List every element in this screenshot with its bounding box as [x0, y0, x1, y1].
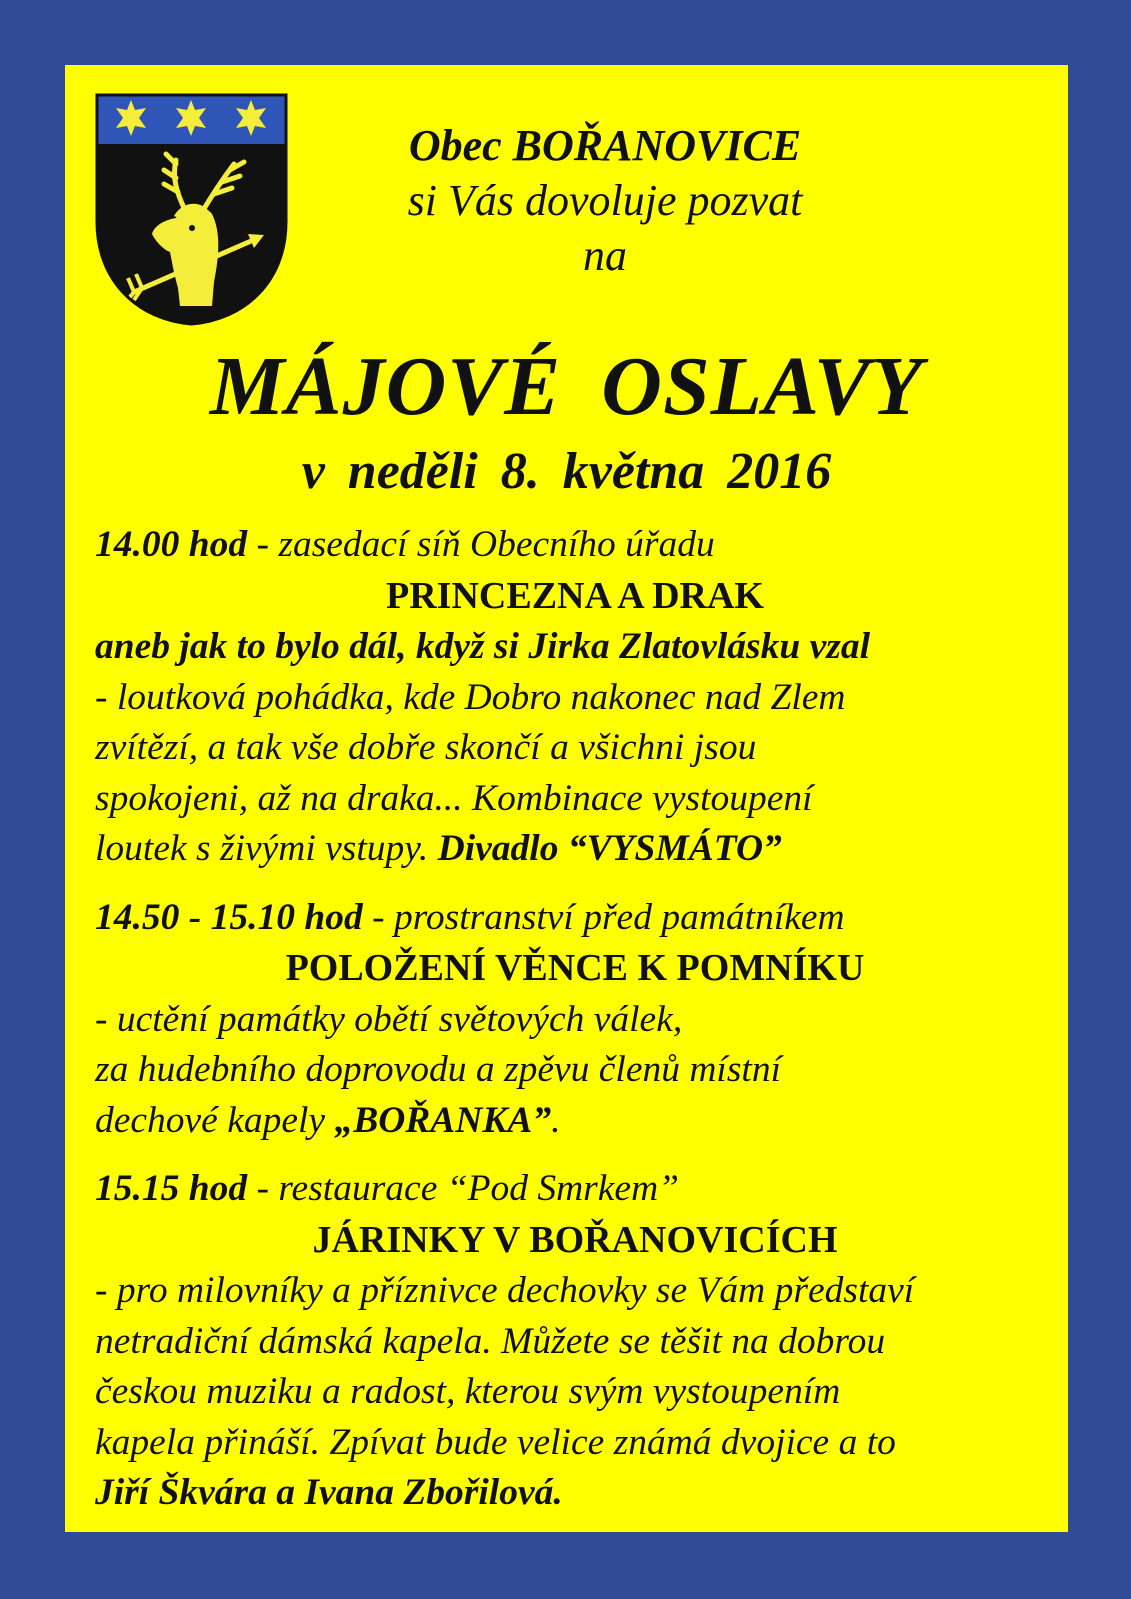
municipality-line: Obec BOŘANOVICE	[408, 121, 802, 170]
description-line: - loutková pohádka, kde Dobro nakonec nad Zlem	[95, 676, 846, 718]
invitation-line: si Vás dovoluje pozvat	[407, 176, 803, 225]
punctuation: .	[551, 1099, 561, 1141]
event-name-text: PRINCEZNA A DRAK	[386, 574, 764, 617]
invitation-poster	[65, 65, 1068, 1532]
event-name-text: POLOŽENÍ VĚNCE K POMNÍKU	[285, 947, 865, 989]
description-line: - uctění památky obětí světových válek,	[95, 998, 683, 1040]
program-item-wreath-laying	[95, 893, 1055, 1147]
description-line: - pro milovníky a příznivce dechovky se Vám představí	[95, 1270, 915, 1311]
description-text: loutek s živými vstupy.	[95, 828, 438, 869]
description-line: českou muziku a radost, kterou svým vystoupením	[95, 1371, 841, 1412]
event-place: - prostranství před památníkem	[362, 896, 845, 938]
event-name	[95, 943, 1055, 995]
program-item-puppet-show	[95, 520, 1055, 875]
event-subtitle: aneb jak to bylo dál, když si Jirka Zlatovlásku vzal	[95, 626, 870, 667]
time-place-line	[95, 1164, 1055, 1215]
description-text: dechové kapely	[95, 1099, 335, 1141]
invitation-header	[365, 120, 845, 282]
description-line: kapela přináší. Zpívat bude velice známá dvojice a to	[95, 1421, 896, 1463]
event-title: MÁJOVÉ OSLAVY	[209, 340, 924, 433]
description-line: netradiční dámská kapela. Můžete se těšit na dobrou	[95, 1320, 886, 1362]
program	[95, 520, 1055, 1519]
description-line: spokojeni, až na draka... Kombinace vystoupení	[95, 777, 813, 819]
event-place: - restaurace “Pod Smrkem”	[247, 1168, 680, 1209]
performer-name: „BOŘANKA”	[334, 1099, 552, 1141]
program-item-jarinky	[95, 1164, 1055, 1519]
event-time: 15.15 hod	[95, 1168, 248, 1209]
performers-line: Jiří Škvára a Ivana Zbořilová.	[95, 1472, 563, 1513]
description-line: za hudebního doprovodu a zpěvu členů místní	[95, 1049, 782, 1090]
time-place-line	[95, 520, 1055, 571]
na-line: na	[583, 231, 627, 280]
description-line	[95, 1096, 1055, 1147]
description-line: zvítězí, a tak vše dobře skončí a všichni jsou	[95, 727, 757, 768]
event-name	[95, 1215, 1055, 1267]
time-place-line	[95, 893, 1055, 944]
event-place: - zasedací síň Obecního úřadu	[247, 524, 715, 565]
event-time: 14.00 hod	[95, 524, 248, 565]
performer-name: Divadlo “VYSMÁTO”	[437, 828, 782, 869]
event-name	[95, 571, 1055, 623]
event-date: v neděli 8. května 2016	[301, 443, 832, 500]
event-time: 14.50 - 15.10 hod	[95, 896, 363, 938]
event-name-text: JÁRINKY V BOŘANOVICÍCH	[312, 1218, 838, 1261]
coat-of-arms-icon	[94, 92, 289, 327]
description-line	[95, 824, 1055, 875]
